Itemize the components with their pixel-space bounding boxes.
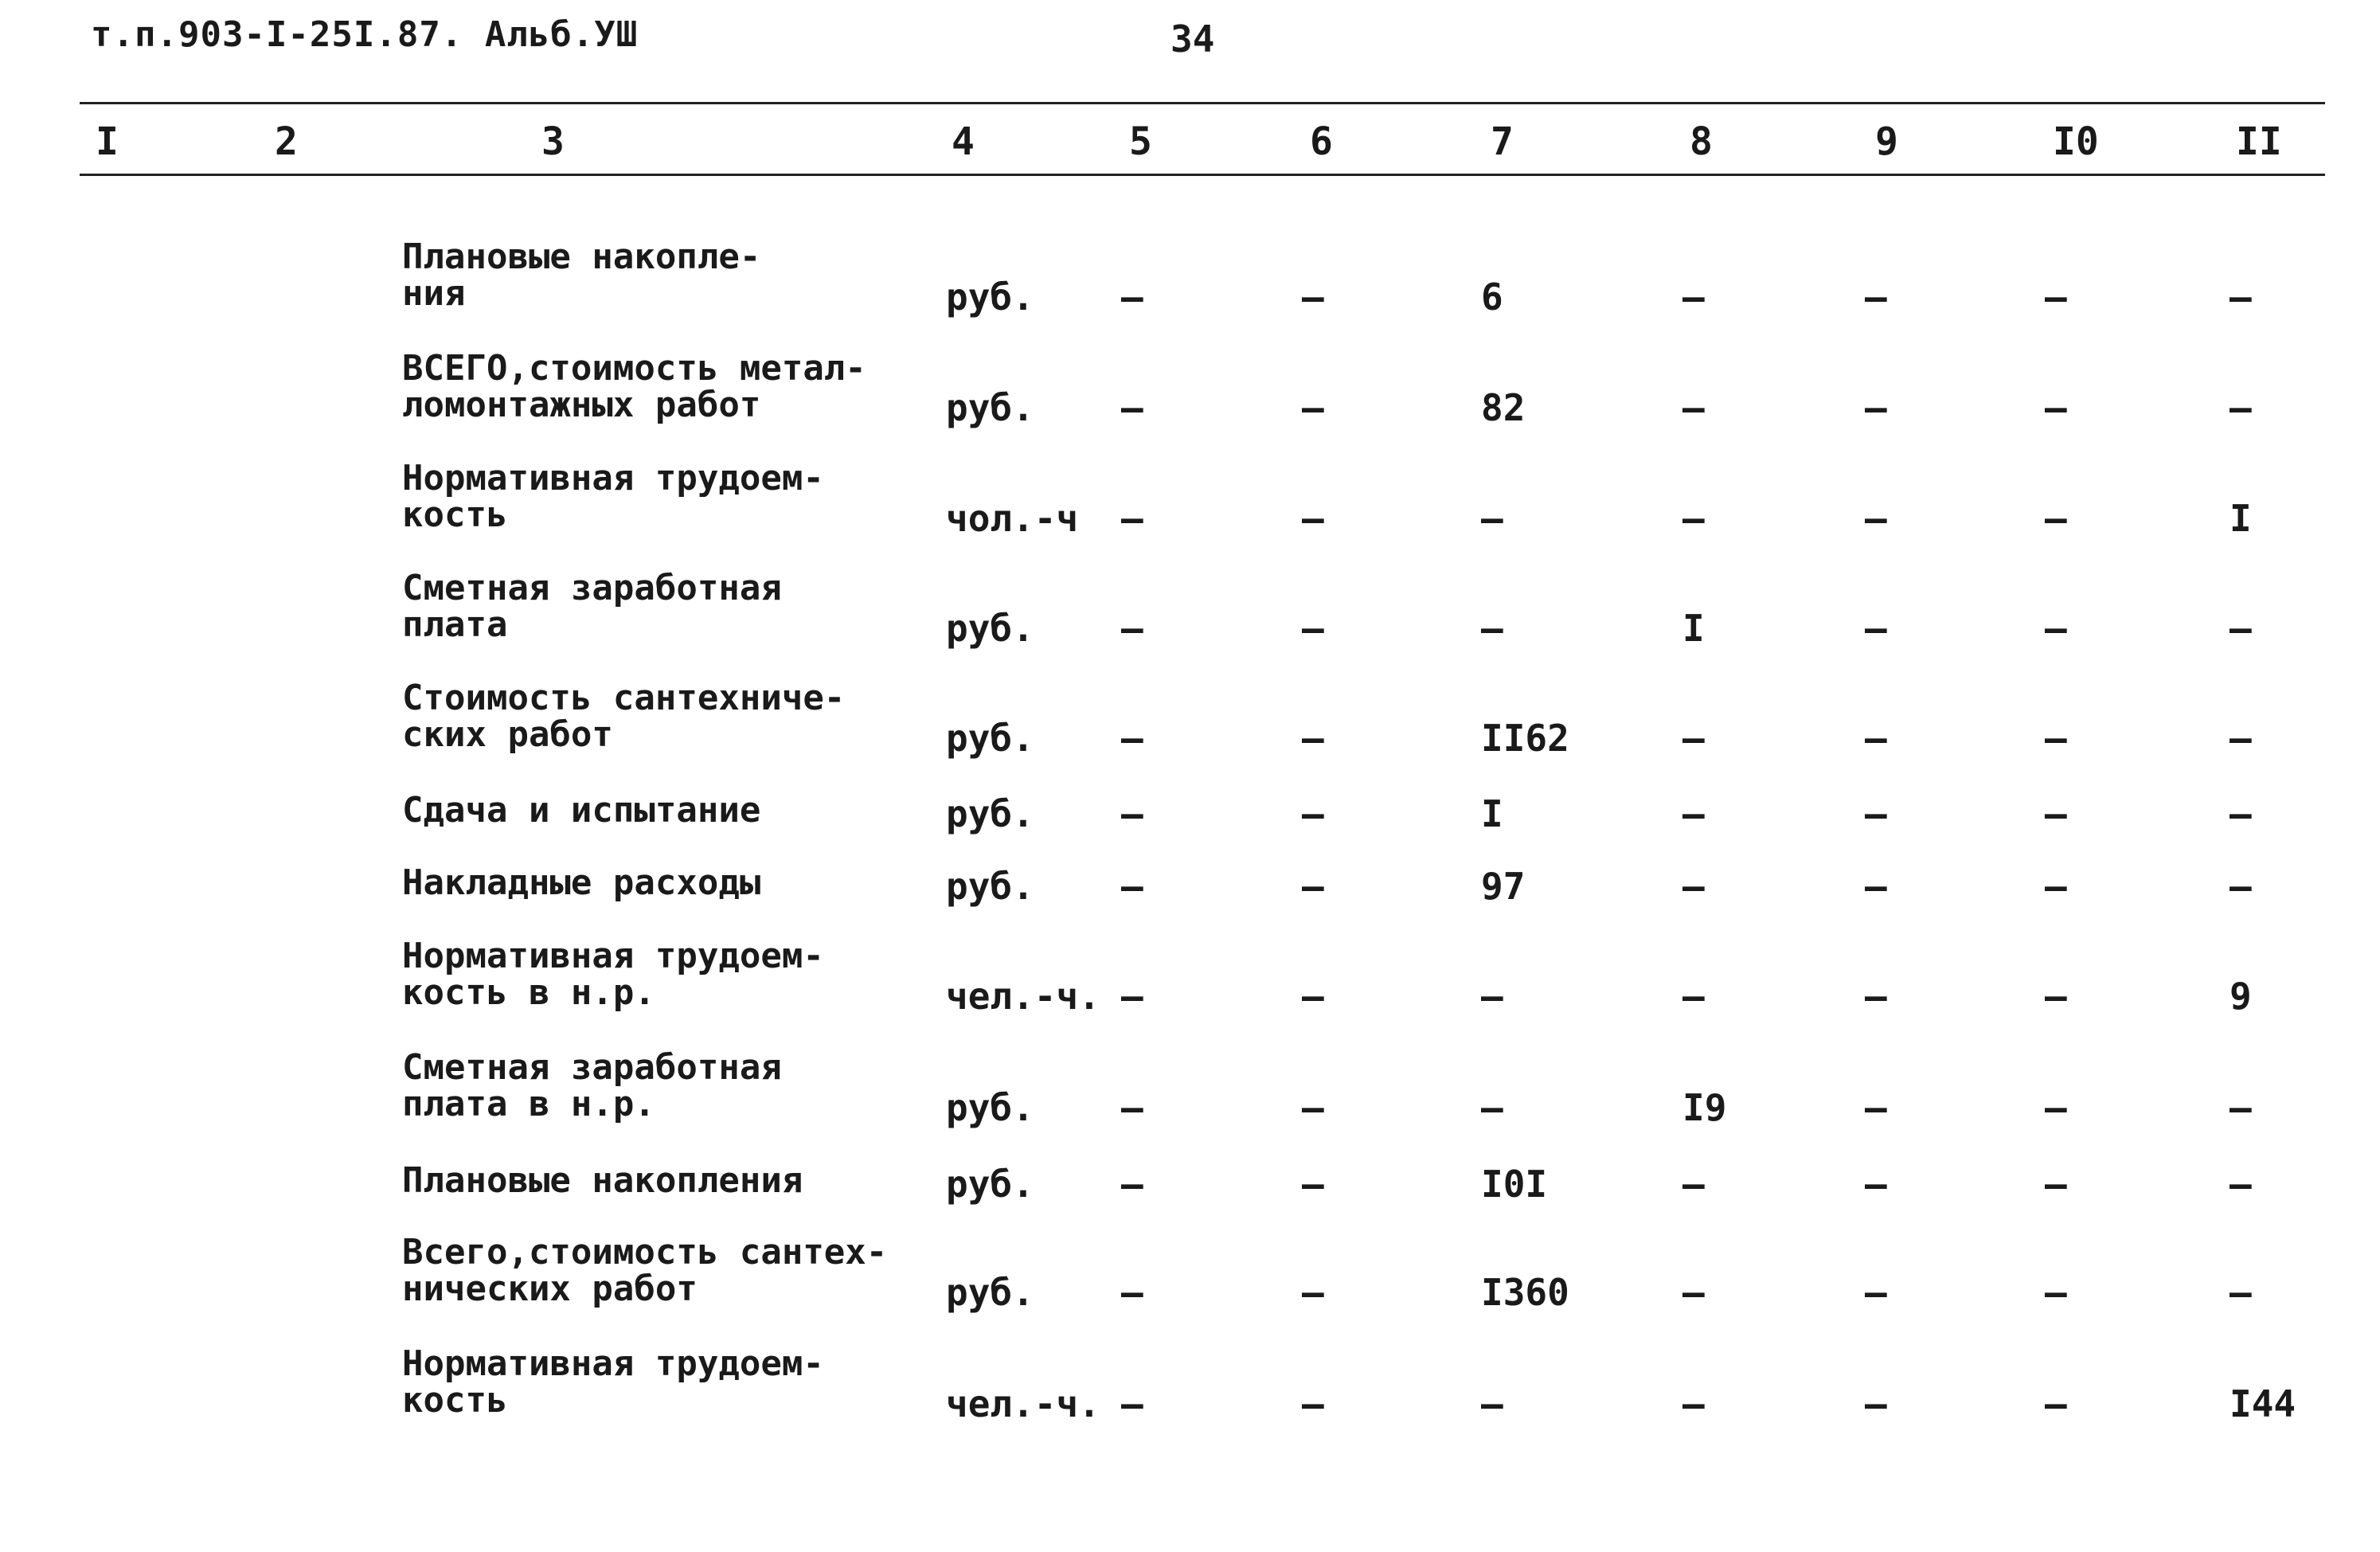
row-value-col-8: I9 <box>1682 1086 1727 1129</box>
row-value-col-5: – <box>1121 792 1143 835</box>
row-value-col-9: – <box>1865 792 1887 835</box>
column-number: 4 <box>952 119 975 164</box>
row-unit: руб. <box>946 607 1034 650</box>
row-value-col-11: – <box>2230 386 2252 429</box>
row-label: Стоимость сантехниче- ских работ <box>402 678 846 755</box>
row-value-col-6: – <box>1302 975 1324 1018</box>
row-value-col-11: – <box>2230 1271 2252 1314</box>
column-number: 8 <box>1690 119 1713 164</box>
row-value-col-11: 9 <box>2230 975 2252 1018</box>
row-value-col-9: – <box>1865 1086 1887 1129</box>
row-value-col-10: – <box>2045 607 2067 650</box>
row-value-col-11: – <box>2230 276 2252 319</box>
row-value-col-7: – <box>1481 975 1503 1018</box>
row-value-col-5: – <box>1121 865 1143 908</box>
row-value-col-10: – <box>2045 975 2067 1018</box>
row-value-col-7: – <box>1481 607 1503 650</box>
row-value-col-7: 97 <box>1481 865 1526 908</box>
row-value-col-5: – <box>1121 607 1143 650</box>
row-unit: чол.-ч <box>946 497 1079 540</box>
row-value-col-8: – <box>1682 792 1705 835</box>
row-value-col-10: – <box>2045 276 2067 319</box>
row-value-col-11: – <box>2230 607 2252 650</box>
row-value-col-7: I0I <box>1481 1163 1548 1206</box>
row-value-col-11: – <box>2230 1163 2252 1206</box>
row-label: Сметная заработная плата <box>402 568 782 645</box>
row-label: Плановые накопления <box>402 1160 803 1201</box>
row-value-col-8: – <box>1682 1382 1705 1425</box>
row-value-col-8: – <box>1682 717 1705 760</box>
row-value-col-6: – <box>1302 1163 1324 1206</box>
document-header-ref: т.п.903-I-25I.87. Альб.УШ <box>91 14 639 55</box>
row-label: Накладные расходы <box>402 862 761 903</box>
row-value-col-6: – <box>1302 865 1324 908</box>
row-unit: руб. <box>946 717 1034 760</box>
row-value-col-6: – <box>1302 1382 1324 1425</box>
row-label: ВСЕГО,стоимость метал- ломонтажных работ <box>402 348 866 425</box>
row-value-col-11: I <box>2230 497 2252 540</box>
row-value-col-5: – <box>1121 1086 1143 1129</box>
row-value-col-10: – <box>2045 386 2067 429</box>
row-value-col-8: – <box>1682 276 1705 319</box>
row-label: Сметная заработная плата в н.р. <box>402 1047 782 1124</box>
row-value-col-9: – <box>1865 276 1887 319</box>
row-value-col-8: – <box>1682 386 1705 429</box>
row-value-col-8: – <box>1682 865 1705 908</box>
row-value-col-5: – <box>1121 1163 1143 1206</box>
row-value-col-9: – <box>1865 975 1887 1018</box>
row-value-col-5: – <box>1121 386 1143 429</box>
row-value-col-6: – <box>1302 792 1324 835</box>
row-value-col-7: I360 <box>1481 1271 1569 1314</box>
row-value-col-11: – <box>2230 792 2252 835</box>
row-value-col-11: I44 <box>2230 1382 2296 1425</box>
row-value-col-9: – <box>1865 607 1887 650</box>
row-value-col-10: – <box>2045 1086 2067 1129</box>
row-value-col-6: – <box>1302 1086 1324 1129</box>
row-value-col-9: – <box>1865 497 1887 540</box>
row-value-col-6: – <box>1302 497 1324 540</box>
row-value-col-8: – <box>1682 497 1705 540</box>
row-value-col-7: 82 <box>1481 386 1526 429</box>
row-label: Нормативная трудоем- кость <box>402 1343 824 1421</box>
row-unit: руб. <box>946 1086 1034 1129</box>
row-unit: чел.-ч. <box>946 1382 1100 1425</box>
page-number: 34 <box>1170 18 1215 61</box>
row-value-col-10: – <box>2045 1382 2067 1425</box>
row-value-col-10: – <box>2045 1271 2067 1314</box>
row-label: Плановые накопле- ния <box>402 237 761 314</box>
row-value-col-5: – <box>1121 1271 1143 1314</box>
row-unit: чел.-ч. <box>946 975 1100 1018</box>
row-value-col-6: – <box>1302 717 1324 760</box>
row-unit: руб. <box>946 386 1034 429</box>
row-value-col-5: – <box>1121 1382 1143 1425</box>
row-unit: руб. <box>946 1163 1034 1206</box>
row-label: Сдача и испытание <box>402 790 761 831</box>
row-label: Нормативная трудоем- кость в н.р. <box>402 936 824 1013</box>
row-value-col-9: – <box>1865 717 1887 760</box>
row-value-col-11: – <box>2230 717 2252 760</box>
row-value-col-11: – <box>2230 1086 2252 1129</box>
row-value-col-7: 6 <box>1481 276 1503 319</box>
row-value-col-8: – <box>1682 975 1705 1018</box>
row-value-col-10: – <box>2045 717 2067 760</box>
row-label: Всего,стоимость сантех- нических работ <box>402 1232 888 1309</box>
row-value-col-10: – <box>2045 792 2067 835</box>
row-unit: руб. <box>946 1271 1034 1314</box>
column-number: I <box>96 119 119 164</box>
column-number: 3 <box>541 119 565 164</box>
row-value-col-6: – <box>1302 607 1324 650</box>
column-number: II <box>2236 119 2282 164</box>
column-number: 9 <box>1875 119 1898 164</box>
row-value-col-6: – <box>1302 276 1324 319</box>
row-value-col-7: II62 <box>1481 717 1569 760</box>
row-value-col-7: – <box>1481 1382 1503 1425</box>
column-number: 6 <box>1310 119 1333 164</box>
row-value-col-6: – <box>1302 386 1324 429</box>
row-value-col-10: – <box>2045 497 2067 540</box>
row-value-col-9: – <box>1865 386 1887 429</box>
row-value-col-9: – <box>1865 1382 1887 1425</box>
row-value-col-9: – <box>1865 1163 1887 1206</box>
column-number: 7 <box>1491 119 1514 164</box>
row-value-col-8: – <box>1682 1163 1705 1206</box>
column-number: I0 <box>2053 119 2099 164</box>
row-value-col-9: – <box>1865 1271 1887 1314</box>
row-value-col-10: – <box>2045 1163 2067 1206</box>
row-value-col-6: – <box>1302 1271 1324 1314</box>
column-number: 2 <box>275 119 298 164</box>
row-value-col-9: – <box>1865 865 1887 908</box>
row-value-col-7: I <box>1481 792 1503 835</box>
row-value-col-7: – <box>1481 1086 1503 1129</box>
row-value-col-8: – <box>1682 1271 1705 1314</box>
row-unit: руб. <box>946 276 1034 319</box>
row-value-col-5: – <box>1121 975 1143 1018</box>
table-top-rule <box>80 102 2325 104</box>
row-value-col-5: – <box>1121 497 1143 540</box>
row-value-col-11: – <box>2230 865 2252 908</box>
row-unit: руб. <box>946 865 1034 908</box>
row-value-col-10: – <box>2045 865 2067 908</box>
row-value-col-5: – <box>1121 276 1143 319</box>
column-number: 5 <box>1129 119 1152 164</box>
row-value-col-5: – <box>1121 717 1143 760</box>
row-value-col-8: I <box>1682 607 1705 650</box>
table-header-rule <box>80 174 2325 176</box>
row-label: Нормативная трудоем- кость <box>402 458 824 535</box>
row-unit: руб. <box>946 792 1034 835</box>
row-value-col-7: – <box>1481 497 1503 540</box>
